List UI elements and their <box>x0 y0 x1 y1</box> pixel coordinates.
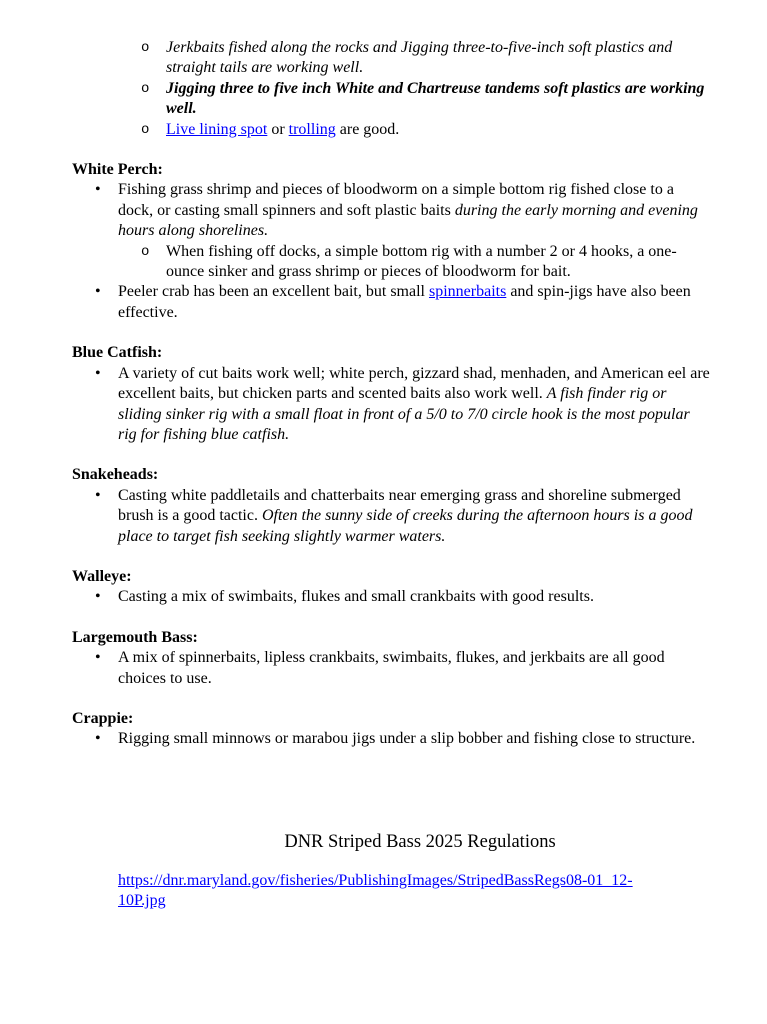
section-blue-catfish <box>72 343 710 445</box>
bullet-text <box>118 365 710 443</box>
regulations-url-line-2: 10P.jpg <box>118 892 166 910</box>
list-item <box>72 79 710 120</box>
section-heading-snakeheads: Snakeheads: <box>72 466 159 484</box>
section-heading-crappie: Crappie: <box>72 709 134 727</box>
section-crappie <box>72 709 710 750</box>
bullet-text-segment: Casting white paddletails and chatterbaits near emerging grass and shoreline submerged brush is a good tactic. <box>118 486 681 525</box>
bullet-icon: • <box>95 364 101 382</box>
list-item <box>72 282 710 323</box>
bullet-text-segment: Fishing grass shrimp and pieces of bloodworm on a simple bottom rig fished close to a dock, or casting small spinners and soft plastic baits <box>118 181 674 219</box>
bullet-text <box>166 121 399 138</box>
bullet-text-segment: and spin-jigs have also been effective. <box>118 283 691 321</box>
regulations-title: DNR Striped Bass 2025 Regulations <box>284 831 556 852</box>
bullet-text: Jerkbaits fished along the rocks and Jigging three-to-five-inch soft plastics and straight tails are working well. <box>166 39 673 77</box>
bullet-text <box>118 283 691 320</box>
bullet-icon: • <box>95 649 101 667</box>
intro-bullet-list <box>72 38 710 140</box>
list-item <box>72 38 710 79</box>
bullet-text-segment: A variety of cut baits work well; white perch, gizzard shad, menhaden, and American eel are excellent baits, but chicken parts and scented baits also work well. <box>118 364 710 403</box>
bullet-text-segment: during the early morning and evening hours along shorelines. <box>118 201 698 240</box>
list-item <box>72 180 710 241</box>
list-item <box>72 364 710 446</box>
bullet-text <box>118 181 698 239</box>
bullet-text: Rigging small minnows or marabou jigs under a slip bobber and fishing close to structure. <box>118 730 696 748</box>
list-item <box>72 120 710 140</box>
regulations-url-link[interactable] <box>118 871 710 912</box>
bullet-text <box>118 487 692 545</box>
bullet-text-segment: Often the sunny side of creeks during the afternoon hours is a good place to target fish seeking slightly warmer waters. <box>118 507 693 545</box>
hollow-bullet-icon: o <box>141 40 150 56</box>
bullet-text-segment: or <box>267 120 289 138</box>
regulations-link-paragraph <box>118 871 710 912</box>
section-heading-largemouth-bass: Largemouth Bass: <box>72 628 198 646</box>
section-snakeheads <box>72 465 710 547</box>
section-white-perch <box>72 160 710 323</box>
bullet-text-segment: Peeler crab has been an excellent bait, but small <box>118 283 429 301</box>
hollow-bullet-icon: o <box>141 80 150 97</box>
hollow-bullet-icon: o <box>141 243 150 260</box>
bullet-icon: • <box>95 181 101 199</box>
bullet-text-segment: A fish finder rig or sliding sinker rig with a small float in front of a 5/0 to 7/0 circle hook is the most popular rig for fishing blue catfish. <box>118 385 690 443</box>
list-item <box>72 242 710 283</box>
section-heading-walleye: Walleye: <box>72 567 132 585</box>
hollow-bullet-icon: o <box>141 121 150 138</box>
bullet-icon: • <box>95 730 101 748</box>
bullet-icon: • <box>95 486 101 504</box>
bullet-text-segment: are good. <box>335 120 400 138</box>
bullet-icon: • <box>95 283 101 301</box>
spinnerbaits-link[interactable]: spinnerbaits <box>428 283 507 301</box>
trolling-link[interactable]: trolling <box>288 120 336 138</box>
bullet-icon: • <box>95 588 101 606</box>
section-walleye <box>72 567 710 608</box>
live-lining-spot-link[interactable]: Live lining spot <box>166 120 268 138</box>
list-item <box>72 486 710 547</box>
section-heading-blue-catfish: Blue Catfish: <box>72 344 163 362</box>
section-largemouth-bass <box>72 628 710 689</box>
bullet-text: When fishing off docks, a simple bottom rig with a number 2 or 4 hooks, a one-ounce sinker and grass shrimp or pieces of bloodworm for bait. <box>166 242 677 281</box>
bullet-text: Jigging three to five inch White and Chartreuse tandems soft plastics are working well. <box>166 79 705 118</box>
list-item <box>72 729 710 749</box>
section-heading-white-perch: White Perch: <box>72 161 163 179</box>
regulations-url-line-1: https://dnr.maryland.gov/fisheries/PublishingImages/StripedBassRegs08-01_12- <box>118 871 633 889</box>
bullet-text: A mix of spinnerbaits, lipless crankbaits, swimbaits, flukes, and jerkbaits are all good choices to use. <box>118 649 665 687</box>
list-item <box>72 648 710 689</box>
list-item <box>72 587 710 607</box>
bullet-text: Casting a mix of swimbaits, flukes and small crankbaits with good results. <box>118 588 594 606</box>
